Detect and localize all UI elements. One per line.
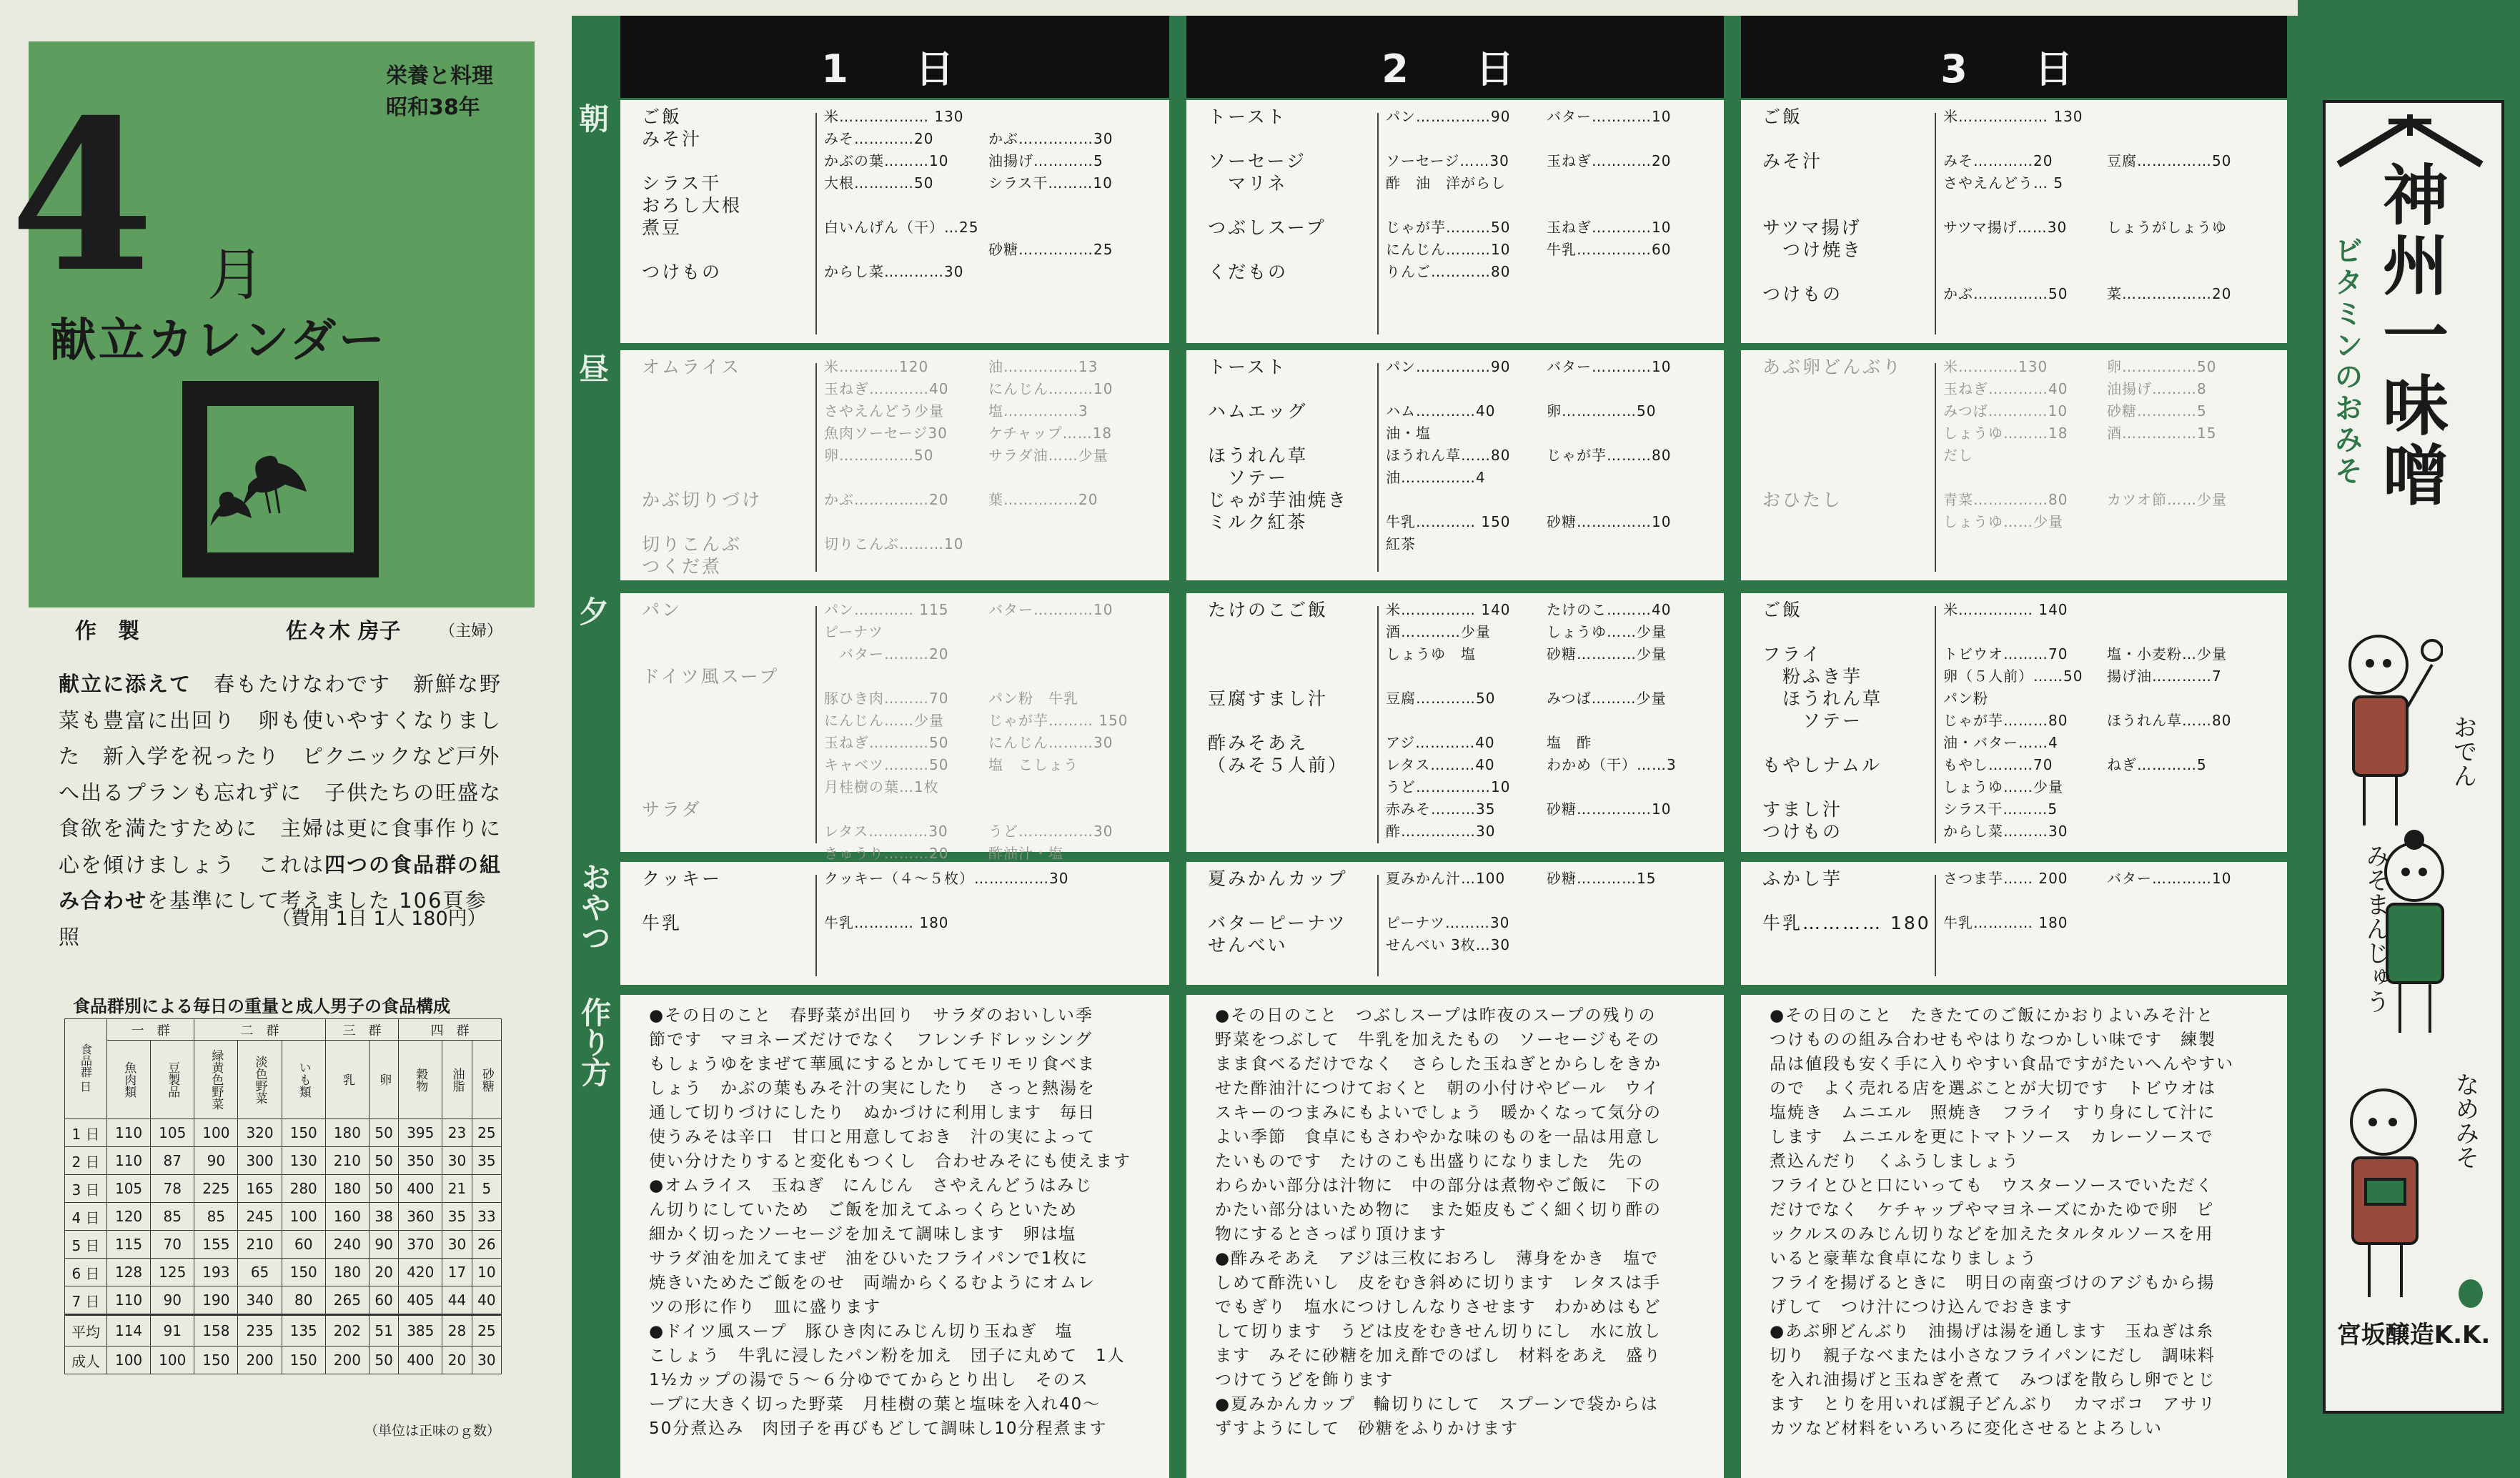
table-subheader: 緑黄色野菜 [194, 1041, 238, 1119]
table-cell: 180 [325, 1259, 369, 1286]
column-divider [1935, 113, 1936, 334]
table-cell: 50 [369, 1147, 398, 1175]
dish-list: トースト ハムエッグ ほうれん草 ソテー じゃが芋油焼き ミルク紅茶 [1208, 357, 1349, 532]
table-cell: 150 [194, 1346, 238, 1374]
ingredient-list: 卵……………50 油揚げ………8 砂糖…………5 酒……………15 カツオ節……少量 [2107, 358, 2227, 508]
table-cell: 235 [238, 1315, 282, 1346]
dish-list: クッキー 牛乳 [642, 868, 723, 933]
table-cell: 200 [238, 1346, 282, 1374]
menu-cell-dinner [620, 593, 1169, 862]
ingredient-list: 米…………… 140 酒…………少量 しょうゆ 塩 豆腐…………50 アジ…………40 レタス………40 うど……………10 赤みそ………35 酢……………30 [1386, 601, 1511, 840]
table-cell: 245 [238, 1203, 282, 1231]
child-figure-1-icon [2336, 622, 2443, 839]
table-body [65, 1119, 502, 1374]
child-figure-3-icon [2337, 1072, 2444, 1311]
ad-caption-oden: おでん [2449, 715, 2477, 788]
unit-note: （単位は正味のｇ数） [364, 1423, 501, 1439]
table-subheader: 卵 [369, 1041, 398, 1119]
table-cell: 400 [399, 1175, 442, 1203]
table-row [65, 1175, 502, 1203]
table-cell: 44 [442, 1286, 472, 1315]
ingredient-list: クッキー（４～５枚）……………30 牛乳………… 180 [824, 870, 1069, 931]
dish-list: パン ドイツ風スープ サラダ [642, 600, 780, 820]
ingredient-list: バター…………10 パン粉 牛乳 じゃが芋……… 150 にんじん………30 塩 こしょう うど……………30 酢油汁・塩 [988, 601, 1128, 862]
table-cell: 405 [399, 1286, 442, 1315]
table-cell: 50 [369, 1119, 398, 1147]
table-cell: 80 [282, 1286, 325, 1315]
column-divider [1935, 875, 1936, 976]
table-row [65, 1286, 502, 1315]
table-row [65, 1315, 502, 1346]
table-cell: 35 [472, 1147, 501, 1175]
ingredient-list: 米…………130 玉ねぎ…………40 みつば…………10 しょうゆ………18 だし 青菜……………80 しょうゆ……少量 [1943, 358, 2068, 530]
table-cell: 120 [107, 1203, 151, 1231]
table-row [65, 1147, 502, 1175]
dish-list: あぶ卵どんぶり おひたし [1762, 357, 1903, 510]
ad-badge-icon [2459, 1279, 2483, 1308]
table-subheader-row [65, 1041, 502, 1119]
ingredient-list: パン………… 115 ピーナツ バター………20 豚ひき肉………70 にんじん……少量 玉ねぎ…………50 キャベツ………50 月桂樹の葉…1枚 レタス…………30 きゅうり………20 [824, 601, 949, 862]
howto-text: ●その日のこと たきたてのご飯にかおりよいみそ汁と つけものの組み合わせもやはりなつかしい味です 練製 品は値段も安く手に入りやすい食品ですがたいへんやすい ので よく売れる店を選ぶことが大切です トビウオは 塩焼き ムニエル 照焼き フライ すり身にして汁に します ムニエルを更にトマトソース カレーソースで 煮込んだり くふうしましょう フライとひと口にいっても ウスターソースでいただく だけでなく ケチャップやマヨネーズにかたゆで卵 ピ ックルスのみじん切りなどを加えたタルタルソースを用 いると豪華な食卓になりましょう フライを揚げるときに 明日の南蛮づけのアジもから揚 げして つけ汁につけ込んでおきます ●あぶ卵どんぶり 油揚げは湯を通します 玉ねぎは糸 切り 親子なべまたは小さなフライパンにだし 調味料 を入れ油揚げと玉ねぎを煮て みつばを散らし卵でとじ ます とりを用いれば親子どんぶり カマボコ アサリ カツなど材料をいろいろに変化させるとよろしい [1770, 1006, 2234, 1438]
table-cell: 20 [442, 1346, 472, 1374]
table-cell: 193 [194, 1259, 238, 1286]
table-cell: 280 [282, 1175, 325, 1203]
table-row [65, 1203, 502, 1231]
meal-label-breakfast: 朝 [572, 100, 616, 139]
table-cell: 78 [151, 1175, 194, 1203]
table-cell: 50 [369, 1175, 398, 1203]
calendar-title: 献立カレンダー [50, 314, 387, 367]
table-row-day: 平均 [65, 1315, 107, 1346]
table-cell: 128 [107, 1259, 151, 1286]
menu-cell-breakfast [1741, 100, 2287, 343]
food-group-table [64, 1018, 502, 1374]
ingredient-list: パン……………90 ソーセージ……30 酢 油 洋がらし じゃが芋………50 にんじん………10 りんご…………80 [1386, 108, 1511, 280]
intro-lead: 献立に添えて [59, 672, 192, 696]
table-cell: 130 [282, 1147, 325, 1175]
month-number: 4 [10, 75, 147, 318]
dish-list: ふかし芋 牛乳………… 180 [1762, 868, 1931, 933]
menu-cell-breakfast [1186, 100, 1724, 343]
table-cell: 100 [107, 1346, 151, 1374]
table-cell: 90 [369, 1231, 398, 1259]
table-cell: 100 [151, 1346, 194, 1374]
table-row [65, 1259, 502, 1286]
table-row-day: 1 日 [65, 1119, 107, 1147]
table-cell: 91 [151, 1315, 194, 1346]
table-cell: 150 [282, 1346, 325, 1374]
howto-text: ●その日のこと つぶしスープは昨夜のスープの残りの 野菜をつぶして 牛乳を加えたもの ソーセージもその まま食べるだけでなく さらした玉ねぎとからしをきか せた酢油汁につけておくと 朝の小付けやビール ウイ スキーのつまみにもよいでしょう 暖かくなって気分の よい季節 食卓にもさわやかな味のものを一品は用意し たいものです たけのこも出盛りになりました 先の わらかい部分は汁物に 中の部分は煮物やご飯に 下の かたい部分はいため物に また姫皮もごく細く切り酢の 物にするとさっぱり頂けます ●酢みそあえ アジは三枚におろし 薄身をかき 塩で しめて酢洗いし 皮をむき斜めに切ります レタスは手 でもぎり 塩水につけしんなりさせます わかめはもど して切ります うどは皮をむきせん切りにし 水に放し ます みそに砂糖を加え酢でのばし 材料をあえ 盛り つけてうどを飾ります ●夏みかんカップ 輪切りにして スプーンで袋からは ずすようにして 砂糖をふりかけます [1215, 1006, 1662, 1438]
table-cell: 110 [107, 1119, 151, 1147]
table-row [65, 1231, 502, 1259]
table-row-day: 成人 [65, 1346, 107, 1374]
food-table-title: 食品群別による毎日の重量と成人男子の食品構成 [73, 996, 450, 1016]
day-2-header: 2 日 [1186, 16, 1724, 98]
table-cell: 26 [472, 1231, 501, 1259]
table-cell: 300 [238, 1147, 282, 1175]
menu-cell-lunch [1741, 350, 2287, 580]
daily-cost: （費用 1日 1人 180円） [272, 908, 487, 930]
column-divider [1377, 113, 1379, 334]
ad-caption-name: なめみそ [2451, 1072, 2479, 1169]
howto-cell [620, 995, 1169, 1478]
table-row-day: 4 日 [65, 1203, 107, 1231]
table-cell: 30 [442, 1231, 472, 1259]
table-cell: 150 [282, 1119, 325, 1147]
table-row-day: 5 日 [65, 1231, 107, 1259]
ingredient-list: 米……………… 130 みそ…………20 さやえんどう… 5 サツマ揚げ……30 かぶ……………50 [1943, 108, 2083, 302]
publication-year: 昭和38年 [386, 95, 480, 120]
table-cell: 265 [325, 1286, 369, 1315]
column-divider [815, 113, 817, 334]
table-cell: 23 [442, 1119, 472, 1147]
howto-cell [1741, 995, 2287, 1478]
intro-text-1: 春もたけなわです 新鮮な野菜も豊富に出回り 卵も使いやすくなりました 新入学を祝ったり ピクニックなど戸外へ出るプランも忘れずに 子供たちの旺盛な食欲を満たすために 主婦は更に食事作りに心を傾けましょう これは [59, 672, 502, 877]
ingredient-list: バター…………10 卵……………50 じゃが芋………80 砂糖……………10 [1547, 358, 1672, 530]
bird-logo-inner [207, 406, 354, 552]
table-cell: 400 [399, 1346, 442, 1374]
menu-cell-dinner [1186, 593, 1724, 852]
publication-title: 栄養と料理 [386, 64, 493, 89]
ingredient-list: たけのこ………40 しょうゆ……少量 砂糖…………少量 みつば………少量 塩 酢 わかめ（干）……3 砂糖……………10 [1547, 601, 1677, 818]
intro-text-2: を基準にして考えました 106頁参照 [59, 888, 487, 949]
column-divider [1377, 363, 1379, 572]
column-divider [815, 363, 817, 572]
table-cell: 210 [325, 1147, 369, 1175]
table-cell: 350 [399, 1147, 442, 1175]
table-cell: 51 [369, 1315, 398, 1346]
table-subheader: 穀物 [399, 1041, 442, 1119]
intro-highlight: 四つの食品群の組み合わせ [59, 852, 502, 913]
dish-list: たけのこご飯 豆腐すまし汁 酢みそあえ （みそ５人前） [1208, 600, 1349, 775]
dish-list: オムライス かぶ切りづけ 切りこんぶ つくだ煮 [642, 357, 763, 577]
table-cell: 190 [194, 1286, 238, 1315]
table-cell: 180 [325, 1119, 369, 1147]
table-cell: 5 [472, 1175, 501, 1203]
table-row-day: 6 日 [65, 1259, 107, 1286]
meal-label-dinner: 夕 [572, 593, 616, 632]
menu-cell-breakfast [620, 100, 1169, 343]
table-subheader: 油脂 [442, 1041, 472, 1119]
table-cell: 30 [472, 1346, 501, 1374]
menu-cell-dinner [1741, 593, 2287, 852]
table-cell: 17 [442, 1259, 472, 1286]
meal-label-lunch: 昼 [572, 350, 616, 389]
table-cell: 110 [107, 1286, 151, 1315]
table-row [65, 1346, 502, 1374]
table-cell: 105 [107, 1175, 151, 1203]
author-name: 佐々木 房子 [286, 619, 401, 644]
table-cell: 40 [472, 1286, 501, 1315]
menu-cell-snack [620, 862, 1169, 985]
table-cell: 85 [151, 1203, 194, 1231]
ingredient-list: 米……………… 130 みそ…………20 かぶの葉………10 大根…………50 白いんげん（干）…25 からし菜…………30 [824, 108, 979, 280]
ad-caption-manju: みそまんじゅう [2361, 843, 2390, 1013]
table-cell: 105 [151, 1119, 194, 1147]
author-role: （主婦） [440, 623, 503, 640]
table-subheader: 淡色野菜 [238, 1041, 282, 1119]
corner-day-label: 日 [79, 1080, 91, 1093]
ingredient-list: さつま芋…… 200 牛乳………… 180 [1943, 870, 2068, 931]
table-cell: 210 [238, 1231, 282, 1259]
table-subheader: いも類 [282, 1041, 325, 1119]
ingredient-list: 米…………… 140 トビウオ………70 卵（５人前）……50 パン粉 じゃが芋………80 油・バター……4 もやし………70 しょうゆ……少量 シラス干………5 からし菜………30 [1943, 601, 2083, 840]
table-cell: 155 [194, 1231, 238, 1259]
column-divider [1377, 606, 1379, 843]
table-cell: 225 [194, 1175, 238, 1203]
table-subheader: 砂糖 [472, 1041, 501, 1119]
table-cell: 85 [194, 1203, 238, 1231]
table-cell: 35 [442, 1203, 472, 1231]
ingredient-list: バター…………10 [2107, 870, 2232, 887]
table-cell: 320 [238, 1119, 282, 1147]
table-cell: 28 [442, 1315, 472, 1346]
table-cell: 115 [107, 1231, 151, 1259]
menu-cell-lunch [1186, 350, 1724, 580]
table-cell: 90 [151, 1286, 194, 1315]
table-cell: 100 [194, 1119, 238, 1147]
table-cell: 87 [151, 1147, 194, 1175]
group-2-header: 二 群 [194, 1019, 325, 1041]
table-cell: 165 [238, 1175, 282, 1203]
group-3-header: 三 群 [325, 1019, 398, 1041]
dish-list: トースト ソーセージ マリネ つぶしスープ くだもの [1208, 106, 1326, 282]
table-cell: 70 [151, 1231, 194, 1259]
table-cell: 21 [442, 1175, 472, 1203]
ingredient-list: バター…………10 玉ねぎ…………20 玉ねぎ…………10 牛乳……………60 [1547, 108, 1672, 258]
table-cell: 158 [194, 1315, 238, 1346]
table-cell: 30 [442, 1147, 472, 1175]
table-cell: 20 [369, 1259, 398, 1286]
table-cell: 90 [194, 1147, 238, 1175]
table-cell: 10 [472, 1259, 501, 1286]
corner-group-label: 食品群 [79, 1043, 93, 1078]
table-cell: 65 [238, 1259, 282, 1286]
menu-cell-snack [1741, 862, 2287, 985]
table-subheader: 豆製品 [151, 1041, 194, 1119]
group-4-header: 四 群 [399, 1019, 502, 1041]
ad-brand: 神州一味噌 [2372, 161, 2449, 511]
menu-cell-lunch [620, 350, 1169, 580]
table-cell: 200 [325, 1346, 369, 1374]
table-corner [65, 1019, 107, 1119]
table-row-day: 7 日 [65, 1286, 107, 1315]
table-cell: 180 [325, 1175, 369, 1203]
table-cell: 150 [282, 1259, 325, 1286]
table-cell: 125 [151, 1259, 194, 1286]
month-label: 月 [207, 242, 264, 308]
table-cell: 110 [107, 1147, 151, 1175]
ingredient-list: 米…………120 玉ねぎ…………40 さやえんどう少量 魚肉ソーセージ30 卵……………50 かぶ……………20 切りこんぶ………10 [824, 358, 964, 552]
table-cell: 50 [369, 1346, 398, 1374]
table-cell: 38 [369, 1203, 398, 1231]
table-row-day: 3 日 [65, 1175, 107, 1203]
meal-label-howto: 作り方 [572, 997, 616, 1087]
table-cell: 370 [399, 1231, 442, 1259]
column-divider [1377, 875, 1379, 976]
table-cell: 160 [325, 1203, 369, 1231]
menu-cell-snack [1186, 862, 1724, 985]
ad-tagline: ビタミンのおみそ [2330, 236, 2363, 487]
meal-label-snack: おやつ [572, 862, 616, 952]
table-cell: 385 [399, 1315, 442, 1346]
dish-list: ご飯 フライ 粉ふき芋 ほうれん草 ソテー もやしナムル すまし汁 つけもの [1762, 600, 1883, 842]
column-divider [1935, 606, 1936, 843]
dish-list: ご飯 みそ汁 サツマ揚げ つけ焼き つけもの [1762, 106, 1863, 304]
table-cell: 135 [282, 1315, 325, 1346]
ingredient-list: パン……………90 ハム…………40 油・塩 ほうれん草……80 油……………4 牛乳………… 150 紅茶 [1386, 358, 1511, 552]
dish-list: ご飯 みそ汁 シラス干 おろし大根 煮豆 つけもの [642, 106, 743, 282]
group-1-header: 一 群 [107, 1019, 194, 1041]
birds-icon [207, 406, 354, 552]
table-subheader: 乳 [325, 1041, 369, 1119]
table-row [65, 1119, 502, 1147]
day-3-header: 3 日 [1741, 16, 2287, 98]
howto-cell [1186, 995, 1724, 1478]
ingredient-list: 豆腐……………50 しょうがしょうゆ 菜………………20 [2107, 152, 2232, 302]
table-cell: 60 [369, 1286, 398, 1315]
table-cell: 100 [282, 1203, 325, 1231]
table-cell: 114 [107, 1315, 151, 1346]
ingredient-list: 砂糖…………15 [1547, 870, 1657, 887]
table-cell: 360 [399, 1203, 442, 1231]
column-divider [815, 606, 817, 843]
ingredient-list: 塩・小麦粉…少量 揚げ油…………7 ほうれん草……80 ねぎ…………5 [2107, 645, 2232, 773]
dish-list: 夏みかんカップ バターピーナツ せんべい [1208, 868, 1348, 956]
column-divider [815, 875, 817, 976]
author-label: 作 製 [75, 619, 139, 644]
table-cell: 202 [325, 1315, 369, 1346]
howto-text: ●その日のこと 春野菜が出回り サラダのおいしい季 節です マヨネーズだけでなく フレンチドレッシング もしょうゆをまぜて華風にするとかしてモリモリ食べま しょう かぶの葉もみそ汁の実にしたり さっと熱湯を 通して切りづけにしたり ぬかづけに利用します 毎日 使うみそは辛口 甘口と用意しておき 汁の実によって 使い分けたりすると変化もつくし 合わせみそにも使えます ●オムライス 玉ねぎ にんじん さやえんどうはみじ ん切りにしていため ご飯を加えてふっくらといため 細かく切ったソーセージを加えて調味します 卵は塩 サラダ油を加えてまぜ 油をひいたフライパンで1枚に 焼きいためたご飯をのせ 両端からくるむようにオムレ ツの形に作り 皿に盛ります ●ドイツ風スープ 豚ひき肉にみじん切り玉ねぎ 塩 こしょう 牛乳に浸したパン粉を加え 団子に丸めて 1人 1½カップの湯で５～６分ゆでてからとり出し そのス ープに大きく切った野菜 月桂樹の葉と塩味を入れ40～ 50分煮込み 肉団子を再びもどして調味し10分程煮ます [649, 1006, 1131, 1438]
ad-company: 宮坂醸造K.K. [2336, 1321, 2491, 1349]
table-cell: 240 [325, 1231, 369, 1259]
table-cell: 420 [399, 1259, 442, 1286]
table-subheader: 魚肉類 [107, 1041, 151, 1119]
table-cell: 395 [399, 1119, 442, 1147]
table-cell: 60 [282, 1231, 325, 1259]
table-row-day: 2 日 [65, 1147, 107, 1175]
table-cell: 25 [472, 1119, 501, 1147]
day-1-header: 1 日 [620, 16, 1169, 98]
publication-info [386, 61, 493, 124]
ingredient-list: かぶ……………30 油揚げ…………5 シラス干………10 砂糖……………25 [988, 130, 1113, 258]
table-cell: 340 [238, 1286, 282, 1315]
table-cell: 25 [472, 1315, 501, 1346]
ingredient-list: 夏みかん汁…100 ピーナツ………30 せんべい 3枚…30 [1386, 870, 1511, 953]
table-cell: 33 [472, 1203, 501, 1231]
ingredient-list: 油……………13 にんじん………10 塩……………3 ケチャップ……18 サラダ油……少量 葉……………20 [988, 358, 1113, 508]
column-divider [1935, 363, 1936, 572]
